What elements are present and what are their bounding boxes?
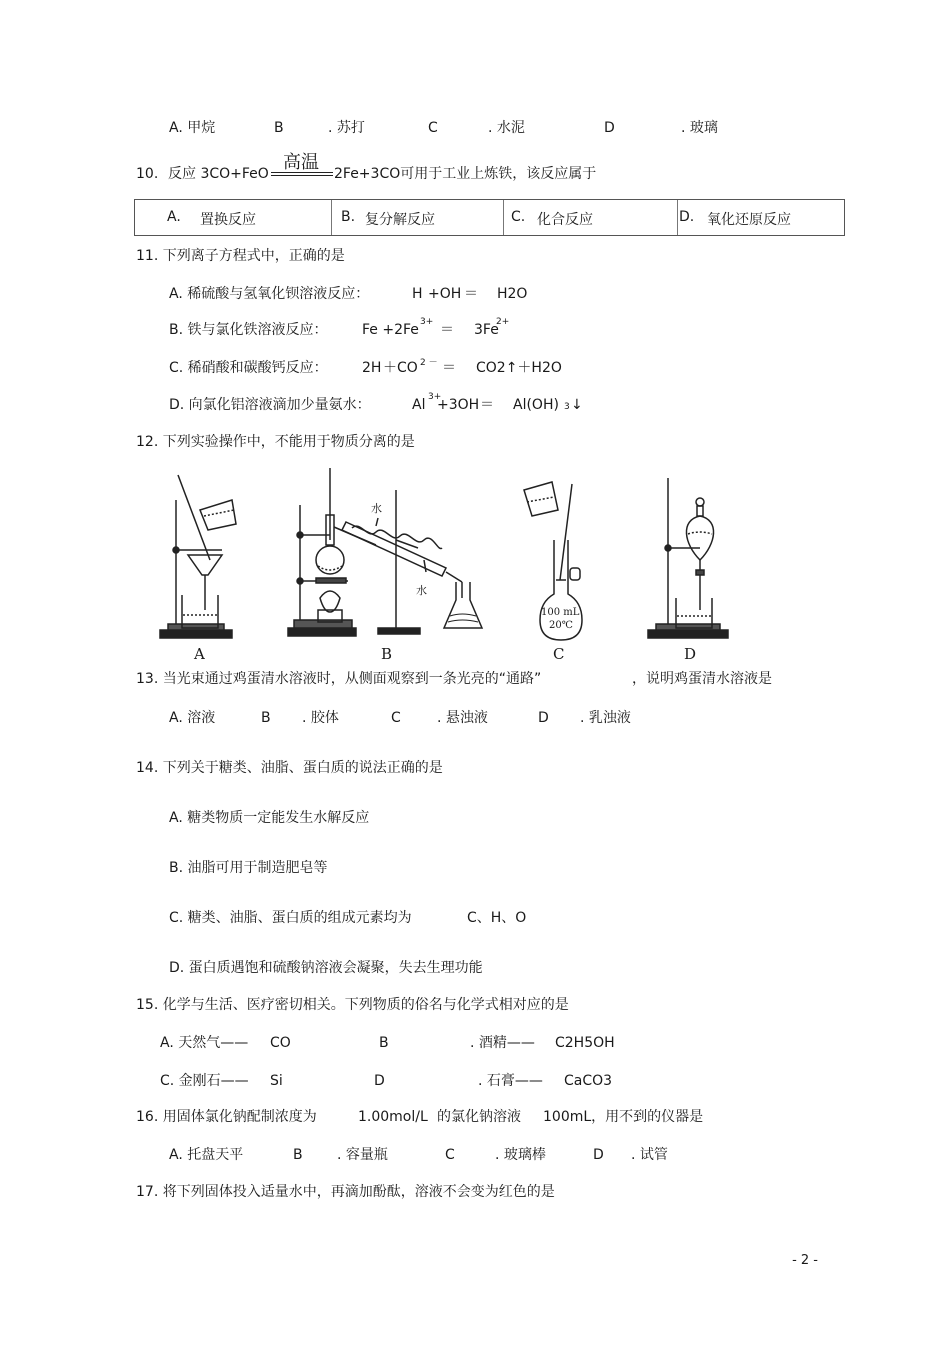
- q13-option-d-letter: D: [538, 710, 549, 726]
- q10-reaction-left: 反应 3CO+FeO: [168, 166, 269, 182]
- q11-option-a: A. 稀硫酸与氢氧化钡溶液反应：: [169, 286, 370, 302]
- q15-option-a-formula: CO: [270, 1035, 291, 1051]
- q15-option-c-formula: Si: [270, 1073, 283, 1089]
- q14-option-b: B. 油脂可用于制造肥皂等: [169, 860, 328, 876]
- q11-b-product: 3Fe: [474, 322, 499, 338]
- q10-option-a-letter: A.: [167, 209, 181, 225]
- q11-d-arrow: ↓: [571, 397, 583, 413]
- apparatus-d-separatory-funnel: [648, 478, 728, 638]
- q11-a-h: H: [412, 286, 423, 302]
- q16-option-d-letter: D: [593, 1147, 604, 1163]
- q11-d-eq: ＝: [480, 397, 494, 413]
- q11-d-oh: +3OH: [437, 397, 480, 413]
- q11-d-product: Al(OH): [513, 397, 559, 413]
- q9-option-b-letter: B: [274, 120, 284, 136]
- q13-option-c-letter: C: [391, 710, 401, 726]
- q13-option-b: . 胶体: [302, 710, 339, 726]
- q9-option-c: . 水泥: [488, 120, 525, 136]
- q13-option-a: A. 溶液: [169, 710, 216, 726]
- q10-option-b: 复分解反应: [365, 212, 435, 228]
- q10-option-a: 置换反应: [200, 212, 256, 228]
- q16-option-c-letter: C: [445, 1147, 455, 1163]
- q15-option-d-formula: CaCO3: [564, 1073, 613, 1089]
- q12-stem: 12. 下列实验操作中，不能用于物质分离的是: [136, 434, 415, 450]
- page-number: - 2 -: [792, 1253, 818, 1268]
- q10-reaction-right: 2Fe+3CO可用于工业上炼铁，该反应属于: [334, 166, 597, 182]
- q14-option-a: A. 糖类物质一定能发生水解反应: [169, 810, 370, 826]
- q10-option-c: 化合反应: [537, 212, 593, 228]
- q16-stem-mid: 的氯化钠溶液: [437, 1109, 521, 1125]
- q12-label-d: D: [684, 645, 697, 663]
- apparatus-b-distillation: [288, 468, 482, 636]
- q11-stem: 11. 下列离子方程式中，正确的是: [136, 248, 345, 264]
- q9-option-a: A. 甲烷: [169, 120, 216, 136]
- q11-option-b: B. 铁与氯化铁溶液反应：: [169, 322, 328, 338]
- q12-water-out-label: 水: [416, 584, 427, 597]
- q16-option-b: . 容量瓶: [337, 1147, 388, 1163]
- q11-b-eq: ＝: [440, 322, 454, 338]
- q11-a-eq: ＝: [464, 286, 478, 302]
- q10-option-d-letter: D.: [679, 209, 695, 225]
- q12-flask-temp: 20℃: [549, 620, 573, 631]
- q15-option-d: . 石膏——: [478, 1073, 543, 1089]
- q16-option-c: . 玻璃棒: [495, 1147, 546, 1163]
- q15-option-b: . 酒精——: [470, 1035, 535, 1051]
- q16-option-d: . 试管: [631, 1147, 668, 1163]
- q9-option-b: . 苏打: [328, 120, 365, 136]
- q10-option-c-letter: C.: [511, 209, 526, 225]
- q13-stem-tail: ，说明鸡蛋清水溶液是: [632, 671, 772, 687]
- q15-option-b-formula: C2H5OH: [555, 1035, 615, 1051]
- q13-stem: 13. 当光束通过鸡蛋清水溶液时，从侧面观察到一条光亮的“通路”: [136, 671, 542, 687]
- q11-c-h: 2H: [362, 360, 382, 376]
- q10-option-b-letter: B.: [341, 209, 356, 225]
- q14-option-c-elements: C、H、O: [467, 910, 527, 926]
- q11-d-sub: 3: [564, 402, 570, 412]
- q16-concentration: 1.00mol/L: [358, 1109, 428, 1125]
- q14-option-d: D. 蛋白质遇饱和硫酸钠溶液会凝聚，失去生理功能: [169, 960, 483, 976]
- q11-a-oh: +OH: [428, 286, 462, 302]
- q14-option-c: C. 糖类、油脂、蛋白质的组成元素均为: [169, 910, 412, 926]
- q14-stem: 14. 下列关于糖类、油脂、蛋白质的说法正确的是: [136, 760, 443, 776]
- q16-stem: 16. 用固体氯化钠配制浓度为: [136, 1109, 317, 1125]
- q11-b-charge1: 3+: [420, 317, 434, 327]
- q11-d-charge: 3+: [428, 392, 442, 402]
- q9-option-c-letter: C: [428, 120, 438, 136]
- q11-a-product: H2O: [497, 286, 528, 302]
- q11-c-co3: ＋CO: [383, 360, 418, 376]
- q12-label-a: A: [194, 645, 205, 663]
- q15-option-c: C. 金刚石——: [160, 1073, 249, 1089]
- q15-stem: 15. 化学与生活、医疗密切相关。下列物质的俗名与化学式相对应的是: [136, 997, 569, 1013]
- q17-stem: 17. 将下列固体投入适量水中，再滴加酚酞，溶液不会变为红色的是: [136, 1184, 555, 1200]
- q15-option-a: A. 天然气——: [160, 1035, 249, 1051]
- q10-number: 10.: [136, 166, 159, 182]
- q13-option-b-letter: B: [261, 710, 271, 726]
- q15-option-b-letter: B: [379, 1035, 389, 1051]
- q15-option-d-letter: D: [374, 1073, 385, 1089]
- q13-option-d: . 乳浊液: [580, 710, 631, 726]
- q16-stem-tail: 100mL，用不到的仪器是: [543, 1109, 704, 1125]
- q12-flask-volume: 100 mL: [541, 607, 580, 618]
- q12-label-b: B: [381, 645, 393, 663]
- q11-option-c: C. 稀硝酸和碳酸钙反应：: [169, 360, 328, 376]
- q16-option-b-letter: B: [293, 1147, 303, 1163]
- q11-c-charge: 2 －: [420, 358, 438, 368]
- q11-b-charge2: 2+: [496, 317, 510, 327]
- q11-d-al: Al: [412, 397, 426, 413]
- q10-condition: 高温: [283, 152, 319, 173]
- q9-option-d-letter: D: [604, 120, 615, 136]
- q12-label-c: C: [553, 645, 565, 663]
- q11-b-reactants: Fe +2Fe: [362, 322, 419, 338]
- q11-c-eq: ＝: [442, 360, 456, 376]
- q11-option-d: D. 向氯化铝溶液滴加少量氨水：: [169, 397, 371, 413]
- q16-option-a: A. 托盘天平: [169, 1147, 244, 1163]
- q12-water-in-label: 水: [371, 502, 382, 515]
- q10-option-d: 氧化还原反应: [707, 212, 791, 228]
- apparatus-a-filtration: [160, 475, 236, 638]
- q13-option-c: . 悬浊液: [437, 710, 488, 726]
- q9-option-d: . 玻璃: [681, 120, 718, 136]
- q11-c-products: CO2↑＋H2O: [476, 360, 562, 376]
